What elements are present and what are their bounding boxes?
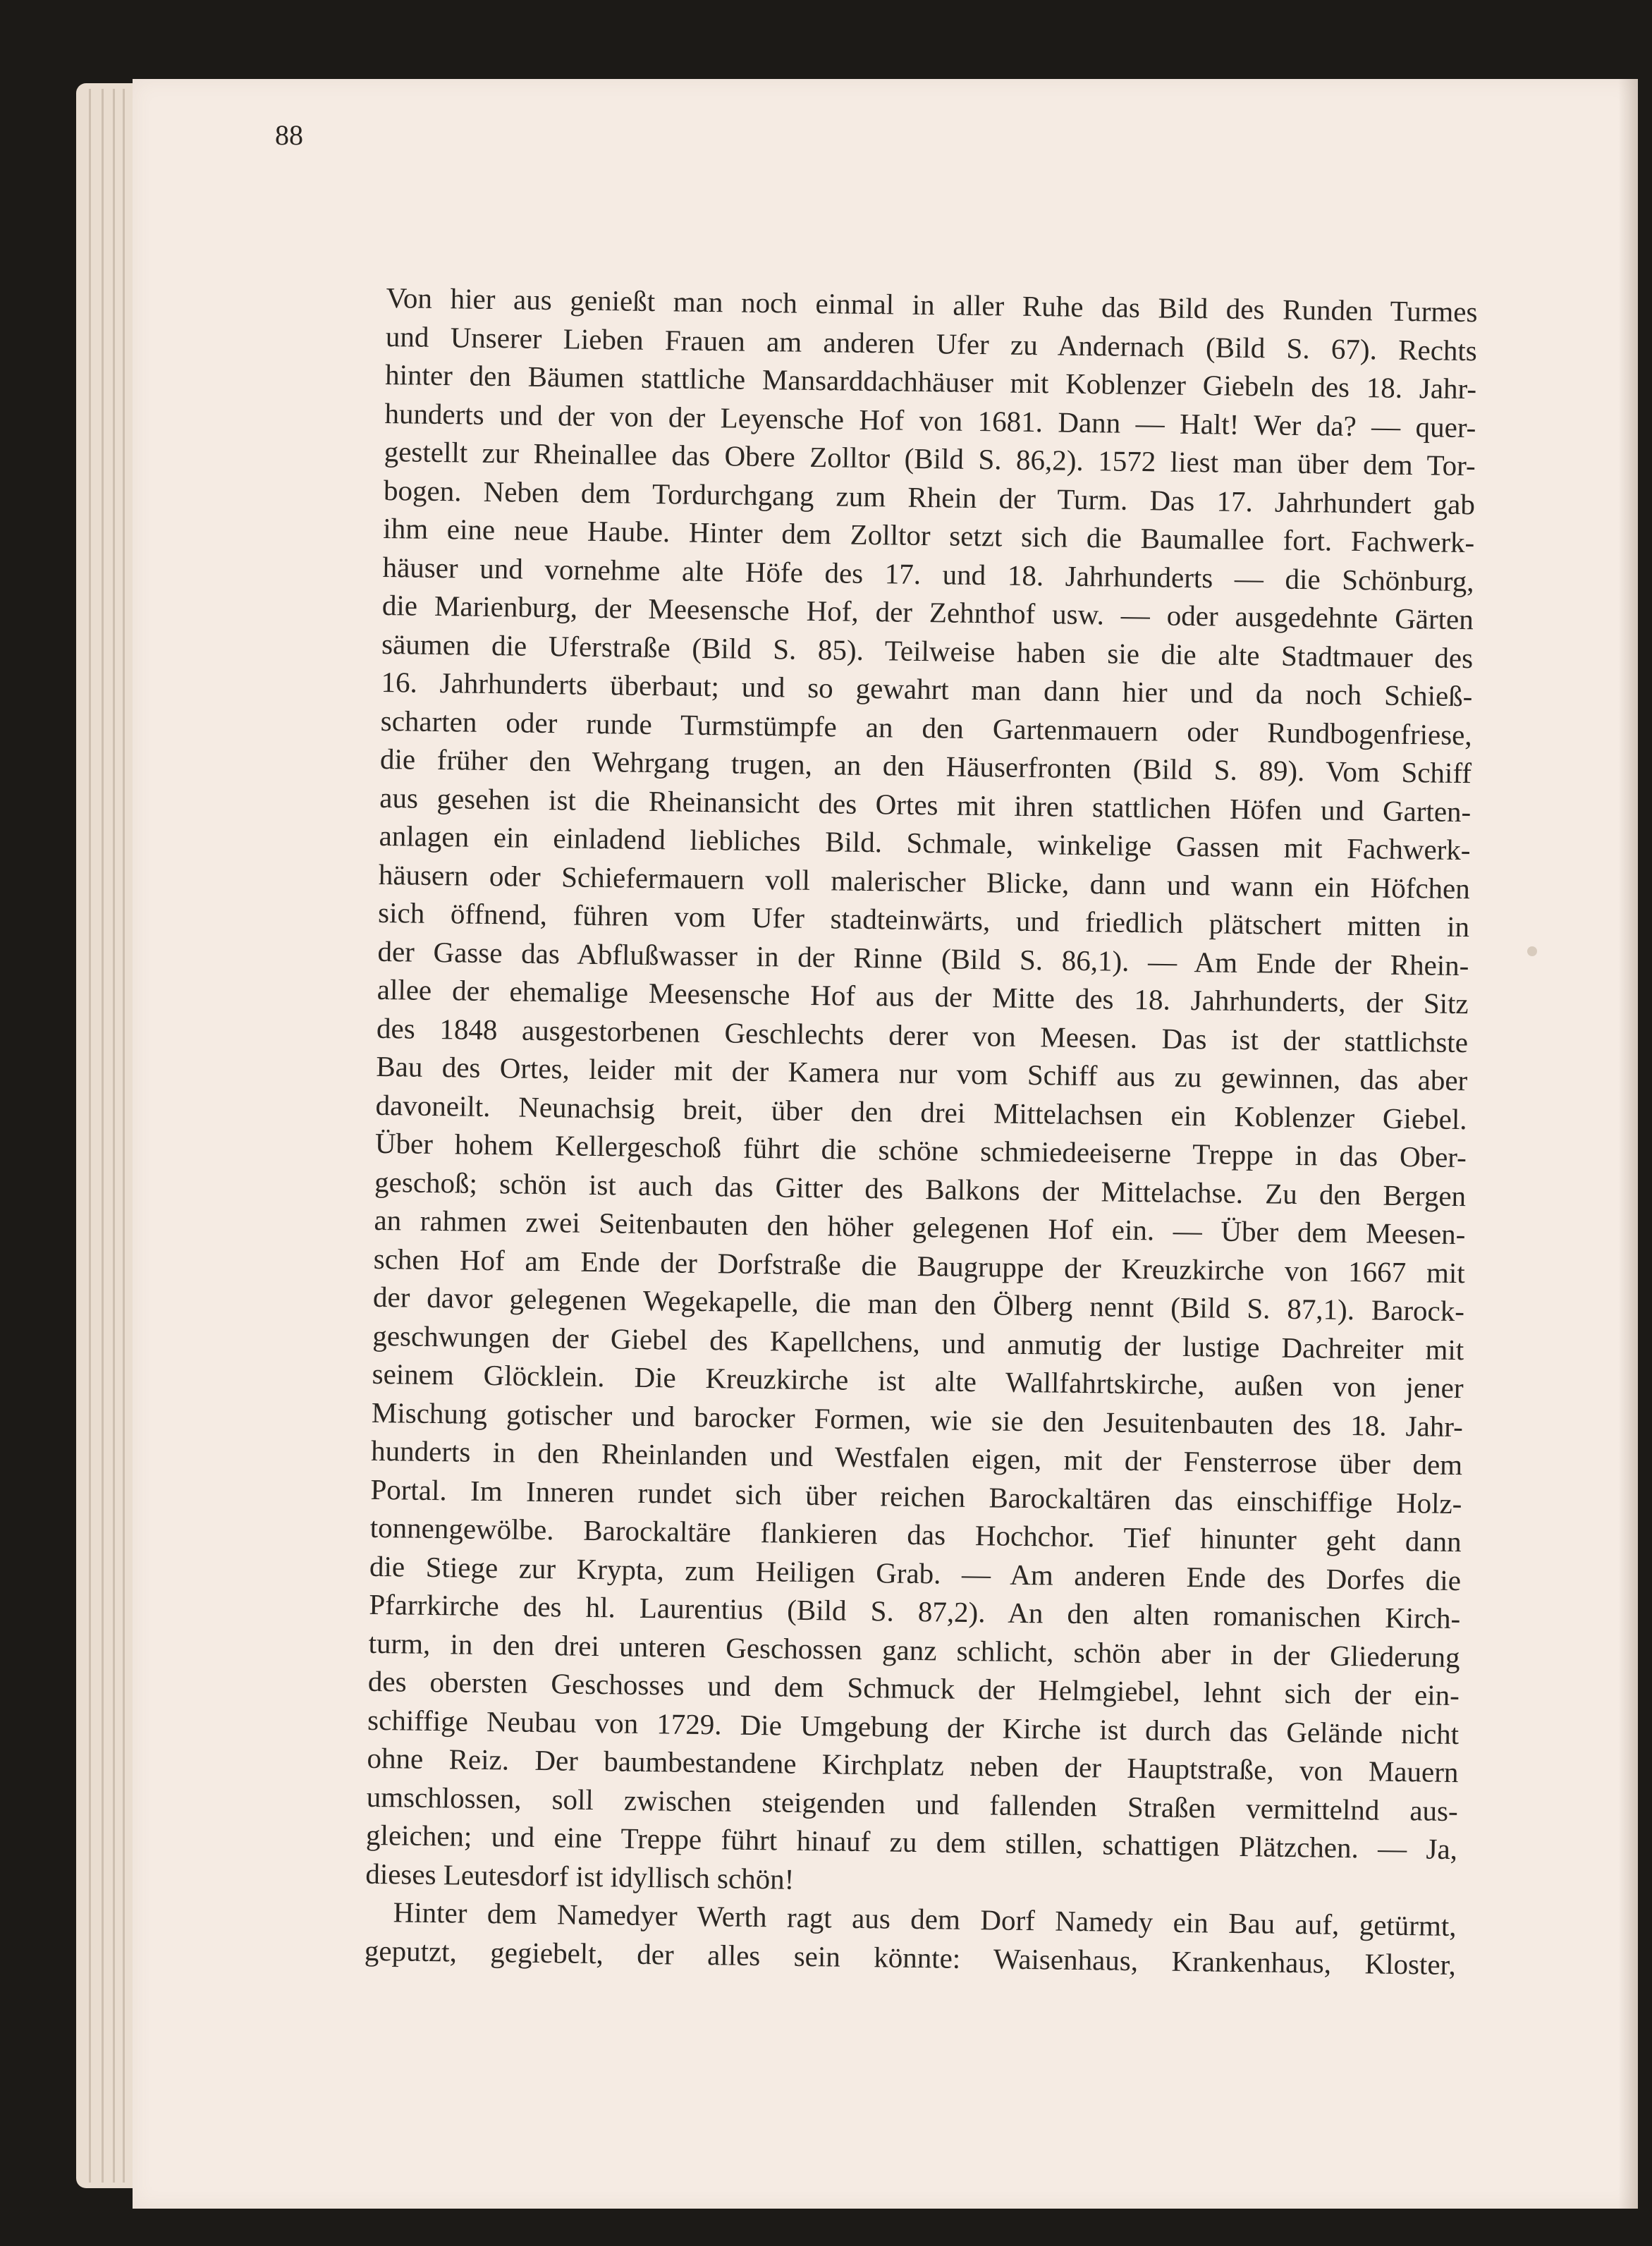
text-line: gestellt zur Rheinallee das Obere Zolltor (Bild S. 86,2). 1572 liest man über dem Tor- [384,434,1476,482]
text-line: die Marienburg, der Meesensche Hof, der Zehnthof usw. — oder ausgedehnte Gärten [381,588,1474,636]
text-line: turm, in den drei unteren Geschossen ganz schlicht, schön aber in der Gliederung [368,1626,1460,1673]
text-line: scharten oder runde Turmstümpfe an den Gartenmauern oder Rundbogenfriese, [380,704,1472,751]
page-edge-line [123,89,125,2183]
text-line: bogen. Neben dem Tordurchgang zum Rhein der Turm. Das 17. Jahrhundert gab [383,473,1476,520]
text-line: tonnengewölbe. Barockaltäre flankieren das Hochchor. Tief hinunter geht dann [369,1510,1462,1558]
text-line: geschoß; schön ist auch das Gitter des Balkons der Mittelachse. Zu den Bergen [374,1165,1467,1212]
text-line: dieses Leutesdorf ist idyllisch schön! [365,1857,795,1896]
text-line: seinem Glöcklein. Die Kreuzkirche ist alte Wallfahrtskirche, außen von jener [372,1357,1464,1405]
text-line: geschwungen der Giebel des Kapellchens, und anmutig der lustige Dachreiter mit [372,1319,1464,1366]
text-line: anlagen ein einladend liebliches Bild. Schmale, winkelige Gassen mit Fachwerk- [379,819,1471,867]
text-line: davoneilt. Neunachsig breit, über den drei Mittelachsen ein Koblenzer Giebel. [375,1088,1467,1135]
text-line: die früher den Wehrgang trugen, an den Häuserfronten (Bild S. 89). Vom Schiff [379,742,1472,790]
text-line: sich öffnend, führen vom Ufer stadteinwärts, und friedlich plätschert mitten in [377,896,1470,944]
text-line: des obersten Geschosses und dem Schmuck der Helmgiebel, lehnt sich der ein- [367,1664,1460,1712]
page-gutter-shadow [1618,79,1638,2209]
text-line: geputzt, gegiebelt, der alles sein könnte: Waisenhaus, Krankenhaus, Kloster, [364,1934,1457,1981]
text-line: 16. Jahrhunderts überbaut; und so gewahrt man dann hier und da noch Schieß- [381,665,1473,713]
page-number: 88 [275,119,303,151]
paragraph [365,279,1478,1907]
text-line: Hinter dem Namedyer Werth ragt aus dem Dorf Namedy ein Bau auf, getürmt, [393,1896,1457,1943]
text-line: an rahmen zwei Seitenbauten den höher gelegenen Hof ein. — Über dem Meesen- [374,1203,1466,1251]
text-line: der davor gelegenen Wegekapelle, die man den Ölberg nennt (Bild S. 87,1). Barock- [372,1280,1465,1328]
text-line: aus gesehen ist die Rheinansicht des Ortes mit ihren stattlichen Höfen und Garten- [379,781,1471,828]
text-line: hinter den Bäumen stattliche Mansarddachhäuser mit Koblenzer Giebeln des 18. Jahr- [384,358,1477,405]
text-line: der Gasse das Abflußwasser in der Rinne (Bild S. 86,1). — Am Ende der Rhein- [377,934,1469,982]
text-line: schiffige Neubau von 1729. Die Umgebung der Kirche ist durch das Gelände nicht [367,1703,1460,1750]
text-line: Von hier aus genießt man noch einmal in aller Ruhe das Bild des Runden Turmes [386,281,1478,329]
text-line: häusern oder Schiefermauern voll malerischer Blicke, dann und wann ein Höfchen [378,857,1471,905]
paragraph [365,1893,1457,1984]
text-line: und Unserer Lieben Frauen am anderen Ufer zu Andernach (Bild S. 67). Rechts [385,319,1478,367]
text-line: ohne Reiz. Der baumbestandene Kirchplatz neben der Hauptstraße, von Mauern [367,1741,1459,1789]
text-line: schen Hof am Ende der Dorfstraße die Baugruppe der Kreuzkirche von 1667 mit [373,1242,1465,1289]
text-line: Mischung gotischer und barocker Formen, wie sie den Jesuitenbauten des 18. Jahr- [371,1396,1464,1443]
text-line: hunderts in den Rheinlanden und Westfalen eigen, mit der Fensterrose über dem [370,1434,1463,1482]
text-line: gleichen; und eine Treppe führt hinauf zu dem stillen, schattigen Plätzchen. — Ja, [365,1818,1458,1866]
text-line: umschlossen, soll zwischen steigenden und fallenden Straßen vermittelnd aus- [366,1780,1458,1827]
text-line: Über hohem Kellergeschoß führt die schöne schmiedeeiserne Treppe in das Ober- [374,1126,1467,1174]
text-line: allee der ehemalige Meesensche Hof aus der Mitte des 18. Jahrhunderts, der Sitz [377,972,1469,1020]
page-edge-line [89,89,91,2183]
body-text [365,279,1478,1984]
paper-spot [1527,946,1537,956]
text-line: des 1848 ausgestorbenen Geschlechts derer von Meesen. Das ist der stattlichste [376,1011,1469,1058]
text-line: Pfarrkirche des hl. Laurentius (Bild S. 87,2). An den alten romanischen Kirch- [369,1587,1461,1635]
text-line: häuser und vornehme alte Höfe des 17. und 18. Jahrhunderts — die Schönburg, [382,550,1474,597]
page-edge-line [102,89,104,2183]
text-line: ihm eine neue Haube. Hinter dem Zolltor setzt sich die Baumallee fort. Fachwerk- [383,511,1475,559]
text-line: die Stiege zur Krypta, zum Heiligen Grab. — Am anderen Ende des Dorfes die [369,1549,1462,1597]
page-edge-line [113,89,115,2183]
text-line: hunderts und der von der Leyensche Hof von 1681. Dann — Halt! Wer da? — quer- [384,396,1476,444]
text-line: Bau des Ortes, leider mit der Kamera nur vom Schiff aus zu gewinnen, das aber [376,1049,1468,1097]
text-line: Portal. Im Inneren rundet sich über reichen Barockaltären das einschiffige Holz- [370,1472,1462,1520]
text-line: säumen die Uferstraße (Bild S. 85). Teilweise haben sie die alte Stadtmauer des [381,627,1474,674]
